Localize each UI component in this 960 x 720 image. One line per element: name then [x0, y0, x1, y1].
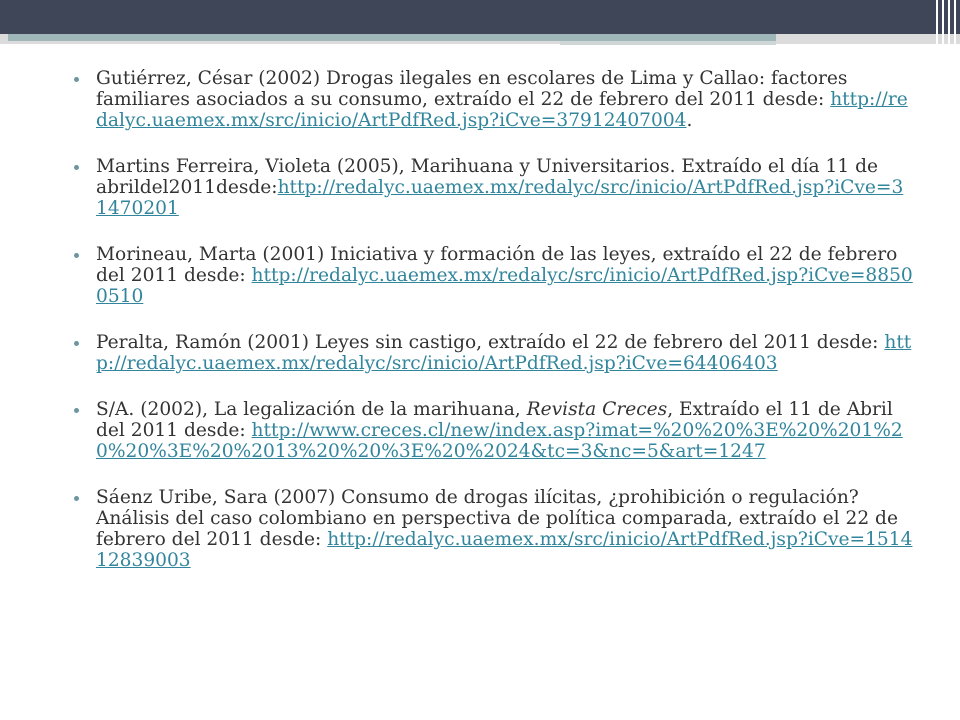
reference-link[interactable]: http://redalyc.uaemex.mx/src/inicio/ArtPdfRed.jsp?iCve=151412839003 — [96, 529, 913, 571]
reference-item-saenz — [70, 487, 915, 571]
reference-text: Gutiérrez, César (2002) Drogas ilegales en escolares de Lima y Callao: factores familiares asociados a su consumo, extraído el 22 de febrero del 2011 desde: — [96, 68, 848, 110]
reference-item-gutierrez — [70, 68, 915, 131]
reference-text: Morineau, Marta (2001) Iniciativa y formación de las leyes, extraído el 22 de febrero del 2011 desde: — [96, 244, 898, 286]
reference-tail: . — [686, 110, 693, 131]
reference-item-morineau — [70, 244, 915, 307]
reference-link[interactable]: http://redalyc.uaemex.mx/src/inicio/ArtPdfRed.jsp?iCve=37912407004 — [96, 89, 908, 131]
reference-link[interactable]: http://redalyc.uaemex.mx/redalyc/src/inicio/ArtPdfRed.jsp?iCve=88500510 — [96, 265, 913, 307]
slide-content — [70, 68, 915, 596]
reference-item-peralta — [70, 332, 915, 374]
reference-item-martins — [70, 156, 915, 219]
slide-header-accent — [8, 34, 776, 41]
slide-header-bar — [0, 0, 960, 34]
reference-link[interactable]: http://www.creces.cl/new/index.asp?imat=%20%20%3E%20%201%20%20%3E%20%2013%20%20%3E%20%2024&tc=3&nc=5&art=1247 — [96, 420, 903, 462]
reference-text: Sáenz Uribe, Sara (2007) Consumo de drogas ilícitas, ¿prohibición o regulación? Análisis del caso colombiano en perspectiva de política comparada, extraído el 22 de febrero del 2011 desde: — [96, 487, 898, 550]
reference-link[interactable]: http://redalyc.uaemex.mx/redalyc/src/inicio/ArtPdfRed.jsp?iCve=64406403 — [96, 332, 912, 374]
reference-text: Martins Ferreira, Violeta (2005), Marihuana y Universitarios. Extraído el día 11 de abrildel2011desde: — [96, 156, 879, 198]
reference-text-after: , Extraído el 11 de Abril del 2011 desde: — [96, 399, 893, 441]
reference-link[interactable]: http://redalyc.uaemex.mx/redalyc/src/inicio/ArtPdfRed.jsp?iCve=31470201 — [96, 177, 904, 219]
reference-text: S/A. (2002), La legalización de la marihuana, — [96, 399, 527, 420]
slide-header-accent-secondary — [560, 41, 776, 45]
reference-journal-title: Revista Creces — [526, 399, 668, 420]
reference-item-sa — [70, 399, 915, 462]
reference-list — [70, 68, 915, 571]
header-decoration-lines — [930, 0, 960, 48]
reference-text: Peralta, Ramón (2001) Leyes sin castigo, extraído el 22 de febrero del 2011 desde: — [96, 332, 885, 353]
